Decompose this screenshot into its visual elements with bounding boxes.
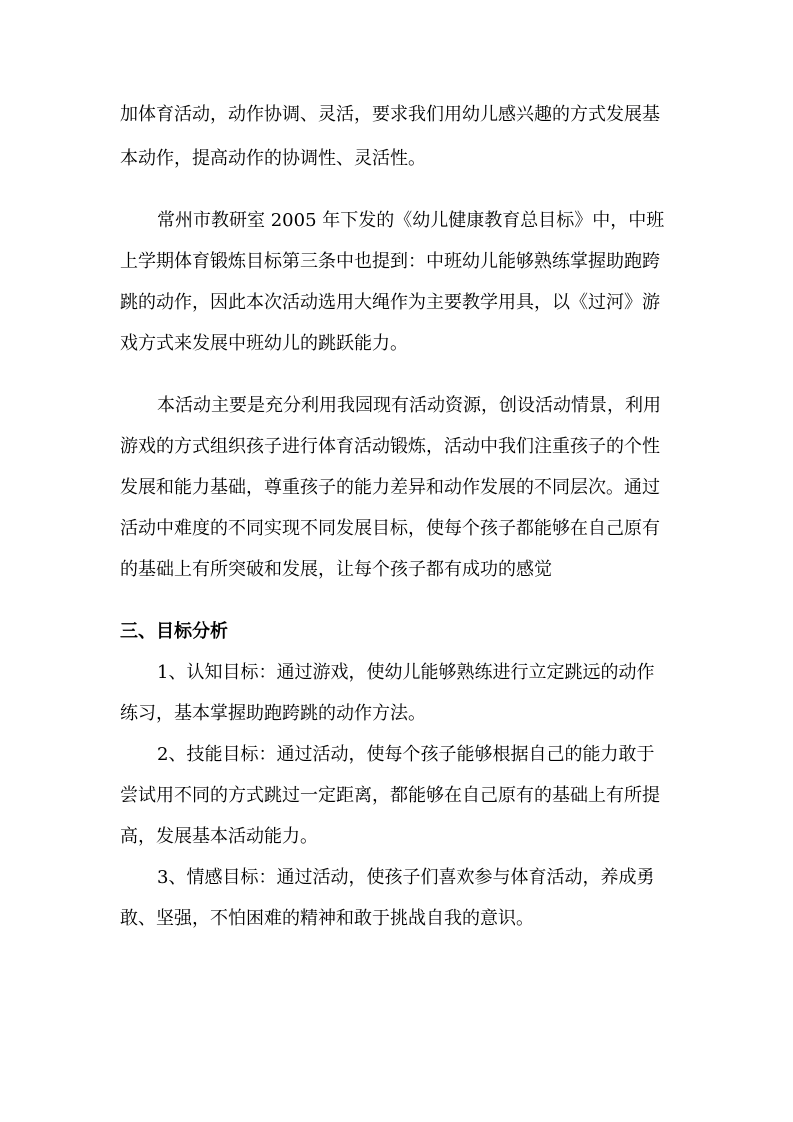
section-heading: 三、目标分析 bbox=[120, 621, 228, 642]
paragraph-line: 发展和能力基础，尊重孩子的能力差异和动作发展的不同层次。通过 bbox=[120, 477, 660, 498]
paragraph-line: 本活动主要是充分利用我园现有活动资源，创设活动情景，利用 bbox=[157, 395, 661, 416]
paragraph-line: 跳的动作，因此本次活动选用大绳作为主要教学用具，以《过河》游 bbox=[120, 292, 660, 313]
paragraph-line: 加体育活动，动作协调、灵活，要求我们用幼儿感兴趣的方式发展基 bbox=[120, 104, 660, 125]
paragraph-line: 常州市教研室 2005 年下发的《幼儿健康教育总目标》中，中班 bbox=[157, 210, 665, 231]
goal-line: 2、技能目标：通过活动，使每个孩子能够根据自己的能力敢于 bbox=[157, 744, 655, 765]
goal-line: 尝试用不同的方式跳过一定距离，都能够在自己原有的基础上有所提 bbox=[120, 785, 660, 806]
paragraph-line: 上学期体育锻炼目标第三条中也提到：中班幼儿能够熟练掌握助跑跨 bbox=[120, 251, 660, 272]
paragraph-line: 活动中难度的不同实现不同发展目标，使每个孩子都能够在自己原有 bbox=[120, 518, 660, 539]
paragraph-line: 戏方式来发展中班幼儿的跳跃能力。 bbox=[120, 333, 408, 354]
goal-line: 3、情感目标：通过活动，使孩子们喜欢参与体育活动，养成勇 bbox=[157, 867, 655, 888]
goal-line: 1、认知目标：通过游戏，使幼儿能够熟练进行立定跳远的动作 bbox=[157, 662, 655, 683]
goal-line: 练习，基本掌握助跑跨跳的动作方法。 bbox=[120, 703, 426, 724]
goal-line: 高，发展基本活动能力。 bbox=[120, 826, 318, 847]
paragraph-line: 的基础上有所突破和发展，让每个孩子都有成功的感觉 bbox=[120, 559, 552, 580]
goal-line: 敢、坚强，不怕困难的精神和敢于挑战自我的意识。 bbox=[120, 908, 534, 929]
paragraph-line: 游戏的方式组织孩子进行体育活动锻炼，活动中我们注重孩子的个性 bbox=[120, 436, 660, 457]
paragraph-line: 本动作，提高动作的协调性、灵活性。 bbox=[120, 148, 426, 169]
